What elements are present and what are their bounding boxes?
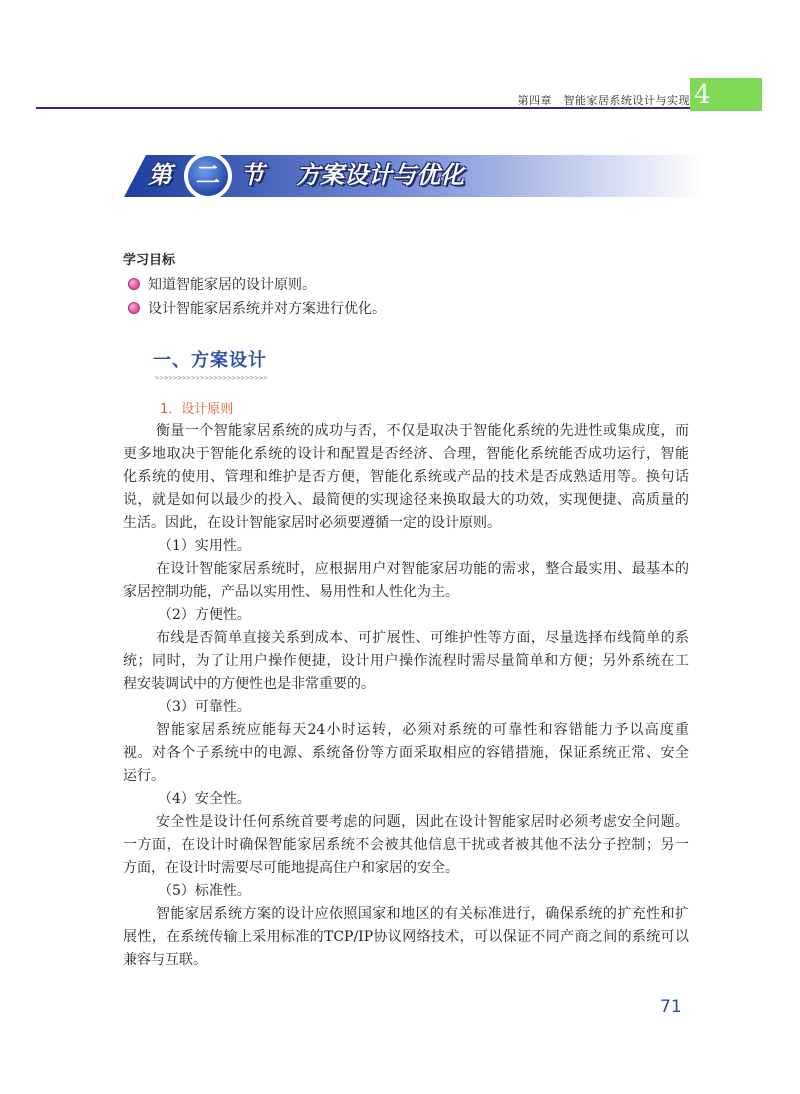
objective-text: 知道智能家居的设计原则。 (148, 277, 316, 293)
page-number: 71 (660, 997, 682, 1017)
paragraph-line: 兼容与互联。 (123, 952, 207, 968)
paragraph-line: 衡量一个智能家居系统的成功与否，不仅是取决于智能化系统的先进性或集成度，而 (156, 423, 689, 439)
objectives-heading: 学习目标 (123, 253, 176, 268)
sub-heading: 1．设计原则 (160, 402, 234, 417)
paragraph-line: 家居控制功能，产品以实用性、易用性和人性化为主。 (123, 584, 459, 600)
chapter-number: 4 (694, 80, 711, 110)
paragraph-line: 方面，在设计时需要尽可能地提高住户和家居的安全。 (123, 860, 459, 876)
bullet-icon (128, 302, 140, 314)
paragraph-line: 化系统的使用、管理和维护是否方便，智能化系统或产品的技术是否成熟适用等。换句话 (123, 469, 689, 485)
header-rule (36, 107, 690, 109)
list-heading: （2）方便性。 (158, 607, 251, 623)
chapter-title: 第四章 智能家居系统设计与实现 (517, 94, 690, 107)
paragraph-line: 视。对各个子系统中的电源、系统备份等方面采取相应的容错措施，保证系统正常、安全 (123, 745, 689, 761)
paragraph-line: 说，就是如何以最少的投入、最简便的实现途径来换取最大的功效，实现便捷、高质量的 (123, 492, 689, 508)
bullet-icon (128, 278, 140, 290)
paragraph-line: 统；同时，为了让用户操作便捷，设计用户操作流程时需尽量简单和方便；另外系统在工 (123, 653, 689, 669)
paragraph-line: 更多地取决于智能化系统的设计和配置是否经济、合理，智能化系统能否成功运行，智能 (123, 446, 689, 462)
paragraph-line: 智能家居系统方案的设计应依照国家和地区的有关标准进行，确保系统的扩充性和扩 (156, 906, 689, 922)
paragraph-line: 生活。因此，在设计智能家居时必须要遵循一定的设计原则。 (123, 515, 501, 531)
list-heading: （4）安全性。 (158, 791, 251, 807)
body-text (123, 420, 689, 972)
objective-item (128, 274, 316, 294)
list-heading: （3）可靠性。 (158, 699, 251, 715)
paragraph-line: 展性，在系统传输上采用标准的TCP/IP协议网络技术，可以保证不同产商之间的系统可以 (123, 929, 689, 945)
objective-text: 设计智能家居系统并对方案进行优化。 (148, 301, 386, 317)
banner-prefix: 第 (148, 161, 172, 189)
objective-item (128, 298, 386, 318)
paragraph-line: 一方面，在设计时确保智能家居系统不会被其他信息干扰或者被其他不法分子控制；另一 (123, 837, 689, 853)
list-heading: （1）实用性。 (158, 538, 251, 554)
list-heading: （5）标准性。 (158, 883, 251, 899)
paragraph-line: 程安装调试中的方便性也是非常重要的。 (123, 676, 375, 692)
banner-suffix: 节 (240, 161, 264, 189)
heading-arrows-decoration: >>>>>>>>>>>>>>>>>>>>>>>>> (155, 374, 268, 382)
paragraph-line: 布线是否简单直接关系到成本、可扩展性、可维护性等方面，尽量选择布线简单的系 (156, 630, 689, 646)
section-title: 方案设计与优化 (296, 161, 464, 189)
paragraph-line: 在设计智能家居系统时，应根据用户对智能家居功能的需求，整合最实用、最基本的 (156, 561, 689, 577)
banner-circle-number: 二 (196, 161, 220, 189)
chapter-header (0, 0, 800, 112)
paragraph-line: 运行。 (123, 768, 165, 784)
section-banner (124, 153, 704, 199)
section-heading: 一、方案设计 (153, 350, 267, 371)
paragraph-line: 智能家居系统应能每天24小时运转，必须对系统的可靠性和容错能力予以高度重 (156, 722, 689, 738)
paragraph-line: 安全性是设计任何系统首要考虑的问题，因此在设计智能家居时必须考虑安全问题。 (156, 814, 689, 830)
